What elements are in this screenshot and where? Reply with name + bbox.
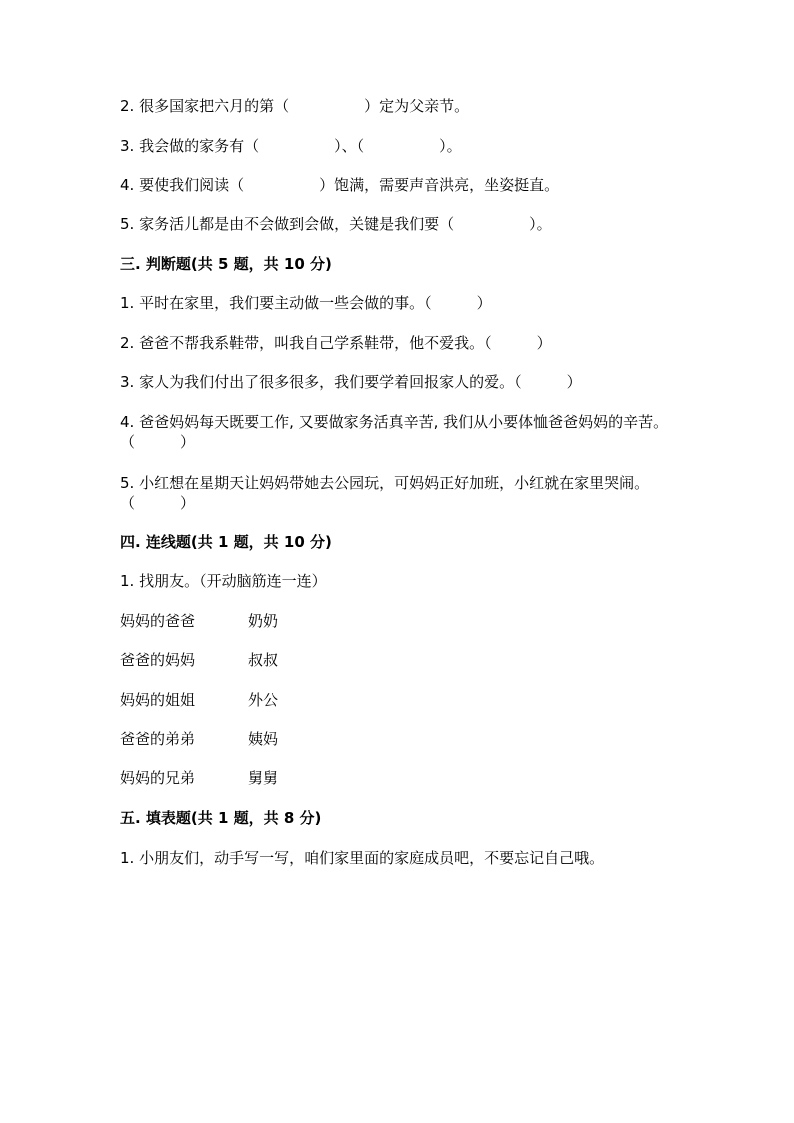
true-false-question-2: 2. 爸爸不帮我系鞋带，叫我自己学系鞋带，他不爱我。（ ） xyxy=(120,334,552,352)
matching-right-item: 奶奶 xyxy=(248,612,279,630)
true-false-question-5: 5. 小红想在星期天让妈妈带她去公园玩，可妈妈正好加班，小红就在家里哭闹。（ ） xyxy=(120,474,650,512)
true-false-question-4: 4. 爸爸妈妈每天既要工作, 又要做家务活真辛苦, 我们从小要体恤爸爸妈妈的辛苦。（ ） xyxy=(120,413,669,451)
fill-in-question-4: 4. 要使我们阅读（ ）饱满，需要声音洪亮，坐姿挺直。 xyxy=(120,176,560,194)
true-false-question-1: 1. 平时在家里，我们要主动做一些会做的事。（ ） xyxy=(120,294,492,312)
fill-in-question-5: 5. 家务活儿都是由不会做到会做，关键是我们要（ ）。 xyxy=(120,215,552,233)
matching-right-item: 外公 xyxy=(248,691,279,709)
section-5-heading: 五. 填表题(共 1 题，共 8 分) xyxy=(120,809,322,827)
matching-left-item: 爸爸的妈妈 xyxy=(120,651,196,669)
matching-right-item: 姨妈 xyxy=(248,730,279,748)
matching-left-item: 妈妈的爸爸 xyxy=(120,612,196,630)
matching-left-item: 妈妈的姐姐 xyxy=(120,691,196,709)
true-false-question-3: 3. 家人为我们付出了很多很多，我们要学着回报家人的爱。（ ） xyxy=(120,373,582,391)
matching-left-item: 妈妈的兄弟 xyxy=(120,769,196,787)
matching-right-item: 舅舅 xyxy=(248,769,279,787)
matching-left-item: 爸爸的弟弟 xyxy=(120,730,196,748)
table-question-1: 1. 小朋友们，动手写一写，咱们家里面的家庭成员吧，不要忘记自己哦。 xyxy=(120,849,605,867)
matching-right-item: 叔叔 xyxy=(248,651,279,669)
fill-in-question-3: 3. 我会做的家务有（ ）、（ ）。 xyxy=(120,137,462,155)
matching-question-1: 1. 找朋友。（开动脑筋连一连） xyxy=(120,572,327,590)
fill-in-question-2: 2. 很多国家把六月的第（ ）定为父亲节。 xyxy=(120,97,470,115)
section-4-heading: 四. 连线题(共 1 题，共 10 分) xyxy=(120,533,332,551)
section-3-heading: 三. 判断题(共 5 题，共 10 分) xyxy=(120,255,332,273)
